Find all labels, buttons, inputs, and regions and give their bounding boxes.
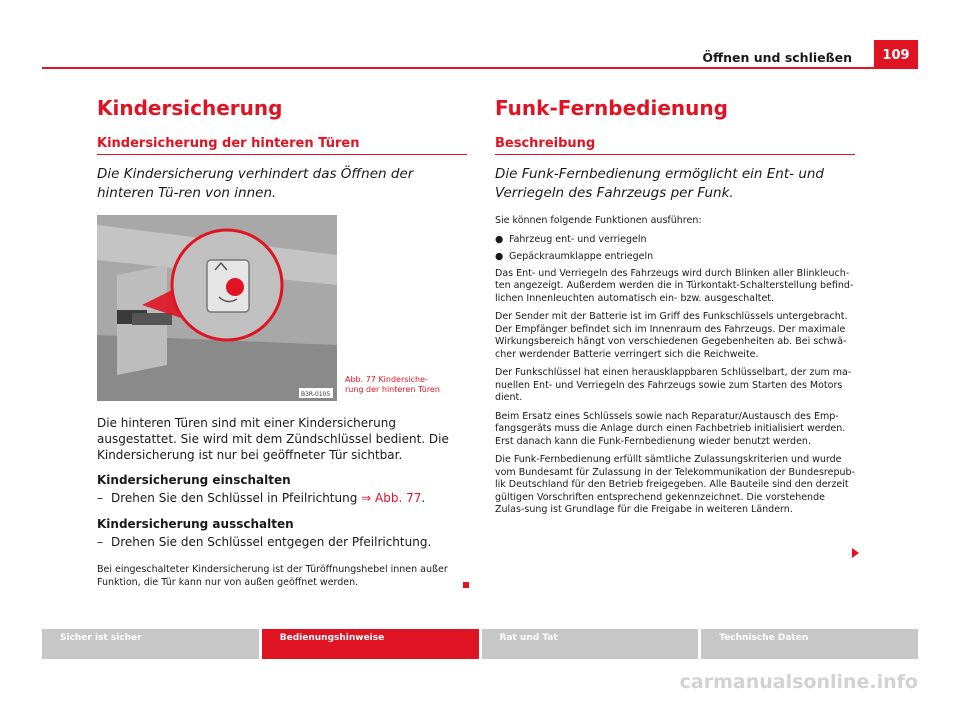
paragraph-blinking: Das Ent- und Verriegeln des Fahrzeugs wird durch Blinken aller Blinkleuch-ten angezeigt. Außerdem werden die in Türkontakt-Schalterstellung befind-lichen Innenleuchten automatisch ein- bzw. ausgeschaltet. (495, 267, 854, 304)
figure (97, 215, 467, 401)
footer-tab-safety[interactable]: Sicher ist sicher (42, 629, 259, 659)
intro-paragraph: Die hinteren Türen sind mit einer Kindersicherung ausgestattet. Sie wird mit dem Zündschlüssel bedient. Die Kindersicherung ist nur bei geöffneter Tür sichtbar. (97, 416, 449, 462)
step-disable-text: Drehen Sie den Schlüssel entgegen der Pfeilrichtung. (111, 535, 432, 549)
paragraph-key-blade: Der Funkschlüssel hat einen herausklappbaren Schlüsselbart, der zum ma-nuellen Ent- und Verriegeln des Fahrzeugs sowie zum Starten des Motors dient. (495, 367, 852, 403)
subhead-enable: Kindersicherung einschalten (97, 473, 291, 487)
bullet-text: Fahrzeug ent- und verriegeln (509, 233, 647, 245)
subhead-disable: Kindersicherung ausschalten (97, 517, 294, 531)
note-paragraph: Bei eingeschalteter Kindersicherung ist der Türöffnungshebel innen außer Funktion, die Tür kann nur von außen geöffnet werden. (97, 564, 448, 588)
lead-text: Die Funk-Fernbedienung ermöglicht ein Ent- und Verriegeln des Fahrzeugs per Funk. (495, 166, 824, 201)
left-column (97, 96, 467, 589)
step-enable: – Drehen Sie den Schlüssel in Pfeilrichtung ⇒ Abb. 77. (97, 491, 426, 505)
figure-reference-link[interactable]: ⇒ Abb. 77 (361, 491, 422, 505)
section-title-kindersicherung: Kindersicherung (97, 96, 283, 120)
step-disable (97, 535, 467, 549)
dash-marker: – (97, 491, 103, 505)
header-title: Öffnen und schließen (702, 50, 852, 65)
continue-arrow-icon (852, 548, 859, 558)
bullet-text: Gepäckraumklappe entriegeln (509, 250, 654, 262)
subsection-title-description: Beschreibung (495, 136, 855, 155)
page-number: 109 (874, 40, 918, 68)
figure-caption-line-2: rung der hinteren Türen (345, 385, 440, 394)
figure-code: B3R-0105 (301, 391, 331, 398)
watermark: carmanualsonline.info (679, 671, 918, 693)
bullet-item (495, 251, 855, 262)
footer-nav (42, 629, 918, 659)
footer-tab-technical[interactable]: Technische Daten (701, 629, 918, 659)
functions-intro: Sie können folgende Funktionen ausführen: (495, 215, 702, 226)
dash-marker: – (97, 535, 103, 549)
figure-caption (345, 375, 440, 401)
section-end-marker (463, 582, 469, 588)
bullet-icon: ● (495, 250, 504, 262)
footer-tab-advice[interactable]: Rat und Tat (482, 629, 699, 659)
step-enable-text: Drehen Sie den Schlüssel in Pfeilrichtung (111, 491, 358, 505)
header-rule (42, 67, 918, 69)
bullet-icon: ● (495, 233, 504, 245)
paragraph-sender: Der Sender mit der Batterie ist im Griff des Funkschlüssels untergebracht. Der Empfänger befindet sich im Innenraum des Fahrzeugs. Der maximale Wirkungsbereich hängt von verschiedenen Gegebenheiten ab. Bei schwä-cher werdender Batterie verringert sich die Reichweite. (495, 311, 848, 360)
subsection-title-child-lock: Kindersicherung der hinteren Türen (97, 136, 467, 155)
paragraph-replacement: Beim Ersatz eines Schlüssels sowie nach Reparatur/Austausch des Emp-fangsgeräts muss die Anlage durch einen Fachbetrieb initialisiert werden. Erst danach kann die Funk-Fernbedienung wieder benutzt werden. (495, 410, 846, 447)
right-column (495, 96, 855, 523)
lead-text: Die Kindersicherung verhindert das Öffnen der hinteren Tü-ren von innen. (97, 166, 414, 201)
footer-tab-operation[interactable]: Bedienungshinweise (262, 629, 479, 659)
section-title-remote: Funk-Fernbedienung (495, 96, 728, 120)
paragraph-approval: Die Funk-Fernbedienung erfüllt sämtliche Zulassungskriterien und wurde vom Bundesamt für Zulassung in der Telekommunikation der Bundesrepub-lik Deutschland für den Betrieb freigegeben. Alle Bauteile sind den derzeit gültigen Vorschriften entsprechend gekennzeichnet. Die vorstehende Zulas-sung ist Grundlage für die Freigabe in weiteren Ländern. (495, 454, 855, 515)
bullet-item (495, 234, 855, 245)
child-lock-photo (97, 215, 337, 401)
figure-caption-line-1: Abb. 77 Kindersiche- (345, 375, 428, 384)
